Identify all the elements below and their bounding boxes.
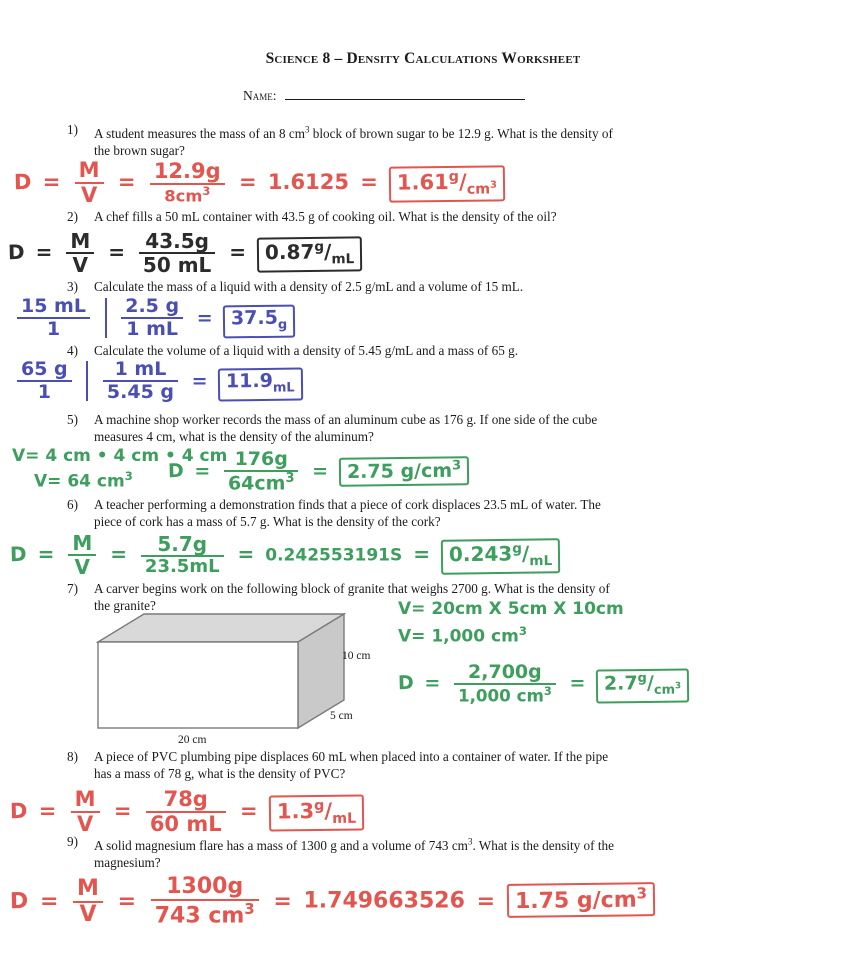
answer-q4-boxed-result: $11.9_{mL}$ [218,367,303,401]
answer-q8-mv-fraction: $\frac{M}{V}$ [68,789,103,835]
answer-q4-handwriting: $\frac{65 g}{1}$ $\frac{1 mL}{5.45 g}$ = $11.9_{mL}$ [14,360,303,402]
answer-q2-work-fraction: $\frac{43.5g}{50 mL}$ [136,231,218,275]
question-9 [67,834,694,872]
answer-q6-boxed-result: $0.243^g/_{mL}$ [441,538,561,575]
question-3-number: 3) [67,279,78,294]
answer-q4-given-fraction: $\frac{65 g}{1}$ [14,360,75,402]
answer-q3-divider [105,298,107,338]
answer-q9-work-fraction: $\frac{1300g}{743 cm^3}$ [148,876,262,927]
answer-q7-d-symbol: D [397,671,415,695]
answer-q9-mv-fraction: $\frac{M}{V}$ [70,878,106,926]
answer-q6-handwriting: D = $\frac{M}{V}$ = $\frac{5.7g}{23.5mL}$ = $0.242553191S = 0.243^g/_{mL}$ [10,533,560,577]
question-1-number: 1) [67,122,78,137]
answer-q5-density-work: D = $\frac{176g}{64cm^3}$ = 2.75 $g/cm^3$ [168,450,469,493]
answer-q1-handwriting: D = $\frac{M}{V}$ = $\frac{12.9g}{8cm^3}$ = $1.6125 = 1.61^g/_{cm^3}$ [14,160,505,206]
answer-q3-handwriting: $\frac{15 mL}{1}$ $\frac{2.5 g}{1 mL}$ = $37.5_g$ [14,297,295,339]
question-8-text: A piece of PVC plumbing pipe displaces 60 mL when placed into a container of water. If the pipe has a mass of 78 g, what is the density of PVC? [94,749,609,781]
answer-q5-d-symbol: D [167,459,185,483]
answer-q5-work-fraction: $\frac{176g}{64cm^3}$ [221,450,302,493]
answer-q5-boxed-result: 2.75 $g/cm^3$ [338,456,468,487]
question-8-number: 8) [67,749,78,764]
granite-block-diagram [96,612,386,746]
answer-q7-density-work: D = $\frac{2,700g}{1,000 cm^3}$ = $2.7^g/_{cm^3}$ [398,663,689,704]
answer-q5-volume-line2: V= 64 $cm^3$ [34,469,133,492]
name-input-line[interactable] [285,88,525,100]
answer-q6-decimal: 0.242553191S [265,545,403,566]
question-4-text: Calculate the volume of a liquid with a density of 5.45 g/mL and a mass of 65 g. [94,343,518,358]
answer-q6-work-fraction: $\frac{5.7g}{23.5mL}$ [138,534,227,576]
question-9-text: A solid magnesium flare has a mass of 1300 g and a volume of 743 $cm^3$. What is the density of the magnesium? [94,837,614,870]
answer-q6-mv-fraction: $\frac{M}{V}$ [65,533,99,577]
answer-q3-given-fraction: $\frac{15 mL}{1}$ [14,297,93,339]
answer-q7-volume-work [398,601,624,646]
answer-q8-handwriting: D = $\frac{M}{V}$ = $\frac{78g}{60 mL}$ = $1.3^g/_{mL}$ [10,789,364,835]
question-2-text: A chef fills a 50 mL container with 43.5 g of cooking oil. What is the density of the oil? [94,209,557,224]
answer-q4-conversion-fraction: $\frac{1 mL}{5.45 g}$ [100,360,181,402]
question-5 [67,412,694,445]
question-6-text: A teacher performing a demonstration finds that a piece of cork displaces 23.5 mL of water. The piece of cork has a mass of 5.7 g. What is the density of the cork? [94,497,601,529]
answer-q2-handwriting: D = $\frac{M}{V}$ = $\frac{43.5g}{50 mL}$ = $0.87^g/_{mL}$ [8,231,362,275]
answer-q8-work-fraction: $\frac{78g}{60 mL}$ [143,789,229,835]
question-7-number: 7) [67,581,78,596]
question-8 [67,749,694,782]
question-9-number: 9) [67,834,78,849]
answer-q9-decimal: 1.749663526 [303,888,465,914]
answer-q1-decimal: 1.6125 [267,170,349,194]
question-1 [67,122,694,160]
question-2 [67,209,694,226]
question-5-text: A machine shop worker records the mass of an aluminum cube as 176 g. If one side of the cube measures 4 cm, what is the density of the aluminum? [94,412,598,444]
question-5-number: 5) [67,412,78,427]
answer-q1-d-symbol: D [13,169,32,195]
answer-q4-divider [86,361,88,401]
dimension-label-height: 10 cm [342,650,371,662]
question-3-text: Calculate the mass of a liquid with a density of 2.5 g/mL and a volume of 15 mL. [94,279,524,294]
answer-q9-d-symbol: D [9,888,29,914]
answer-q7-volume-line2: V= 1,000 $cm^3$ [398,624,527,647]
answer-q9-handwriting: D = $\frac{M}{V}$ = $\frac{1300g}{743 cm^3}$ = 1.749663526 = 1.75 $g/cm^3$ [10,876,655,927]
question-1-text: A student measures the mass of an 8 $cm^3$ block of brown sugar to be 12.9 g. What is the density of the brown sugar? [94,125,613,158]
question-7-text: A carver begins work on the following block of granite that weighs 2700 g. What is the density of the granite? [94,581,610,613]
name-field-row [243,88,525,104]
answer-q7-boxed-result: $2.7^g/_{cm^3}$ [596,668,690,703]
answer-q5-volume-line1: V= 4 cm • 4 cm • 4 cm [12,446,228,466]
answer-q2-boxed-result: $0.87^g/_{mL}$ [257,236,363,273]
name-label: Name: [243,88,277,103]
question-4-number: 4) [67,343,78,358]
page-title: Science 8 – Density Calculations Worksheet [265,50,581,67]
answer-q7-volume-line1: V= 20cm X 5cm X 10cm [398,599,624,619]
answer-q3-boxed-result: $37.5_g$ [223,304,296,338]
answer-q1-mv-fraction: $\frac{M}{V}$ [72,160,107,206]
question-2-number: 2) [67,209,78,224]
question-4 [67,343,694,360]
answer-q2-mv-fraction: $\frac{M}{V}$ [63,231,97,275]
answer-q3-conversion-fraction: $\frac{2.5 g}{1 mL}$ [118,297,186,339]
dimension-label-width: 20 cm [178,734,207,746]
question-6 [67,497,694,530]
answer-q1-boxed-result: $1.61^g/_{cm^3}$ [389,165,505,203]
answer-q9-boxed-result: 1.75 $g/cm^3$ [506,882,655,918]
answer-q2-d-symbol: D [7,239,25,264]
dimension-label-depth: 5 cm [330,710,353,722]
answer-q7-work-fraction: $\frac{2,700g}{1,000 cm^3}$ [451,663,559,704]
question-6-number: 6) [67,497,78,512]
answer-q1-work-fraction: $\frac{12.9g}{8cm^3}$ [147,161,228,205]
question-3 [67,279,694,296]
answer-q8-boxed-result: $1.3^g/_{mL}$ [269,794,365,832]
prism-front-face [98,642,298,728]
answer-q8-d-symbol: D [9,798,28,824]
answer-q6-d-symbol: D [9,541,27,566]
